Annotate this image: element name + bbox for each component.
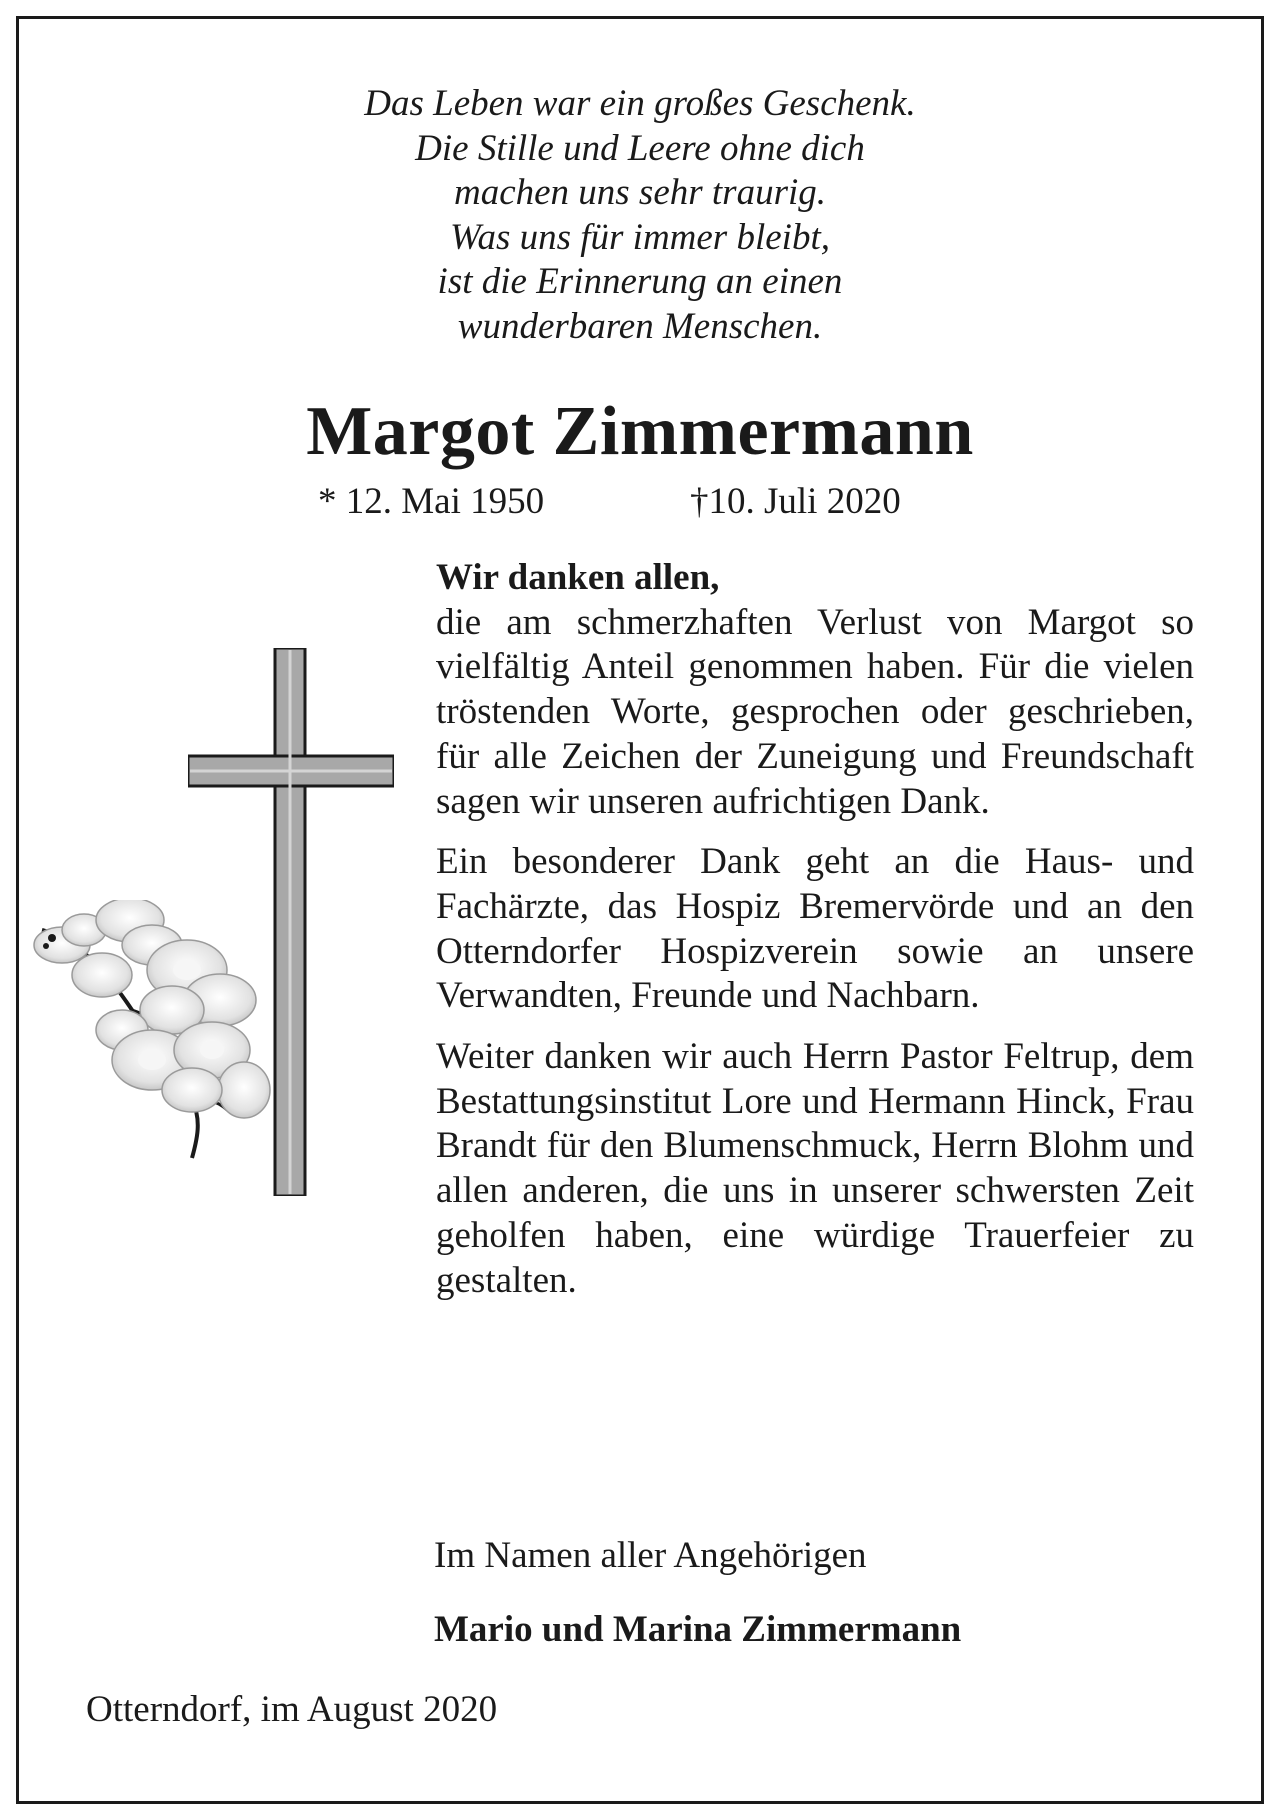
birth-date: * 12. Mai 1950 xyxy=(318,481,545,522)
thanks-paragraph: Ein besonderer Dank geht an die Haus- und Fachärzte, das Hospiz Bremervörde und an den Otterndorfer Hospizverein sowie an unsere Verwandten, Freunde und Nachbarn. xyxy=(436,841,1194,1017)
poem-line: Was uns für immer bleibt, xyxy=(450,216,830,258)
memorial-poem xyxy=(0,82,1280,350)
death-date: †10. Juli 2020 xyxy=(690,481,901,522)
poem-line: ist die Erinnerung an einen xyxy=(437,261,843,303)
signoff-line: Im Namen aller Angehörigen xyxy=(434,1535,867,1576)
place-date: Otterndorf, im August 2020 xyxy=(86,1689,498,1730)
orchid-icon xyxy=(22,900,272,1160)
poem-line: Das Leben war ein großes Geschenk. xyxy=(364,83,916,124)
deceased-name: Margot Zimmermann xyxy=(306,393,974,470)
signers-names: Mario und Marina Zimmermann xyxy=(434,1609,962,1650)
thanks-paragraph: Weiter danken wir auch Herrn Pastor Feltrup, dem Bestattungsinstitut Lore und Hermann Hinck, Frau Brandt für den Blumenschmuck, Herrn Blohm und allen anderen, die uns in unserer schwersten Zeit geholfen haben, eine würdige Trauerfeier zu gestalten. xyxy=(436,1036,1194,1301)
poem-line: Die Stille und Leere ohne dich xyxy=(415,127,865,169)
thanks-heading: Wir danken allen, xyxy=(436,557,720,598)
thanks-paragraph: die am schmerzhaften Verlust von Margot so vielfältig Anteil genommen haben. Für die vielen tröstenden Worte, gesprochen oder geschrieben, für alle Zeichen der Zuneigung und Freundschaft sagen wir unseren aufrichtigen Dank. xyxy=(436,601,1194,822)
thanks-text xyxy=(436,556,1194,1303)
poem-line: wunderbaren Menschen. xyxy=(457,305,823,347)
poem-line: machen uns sehr traurig. xyxy=(453,172,827,214)
